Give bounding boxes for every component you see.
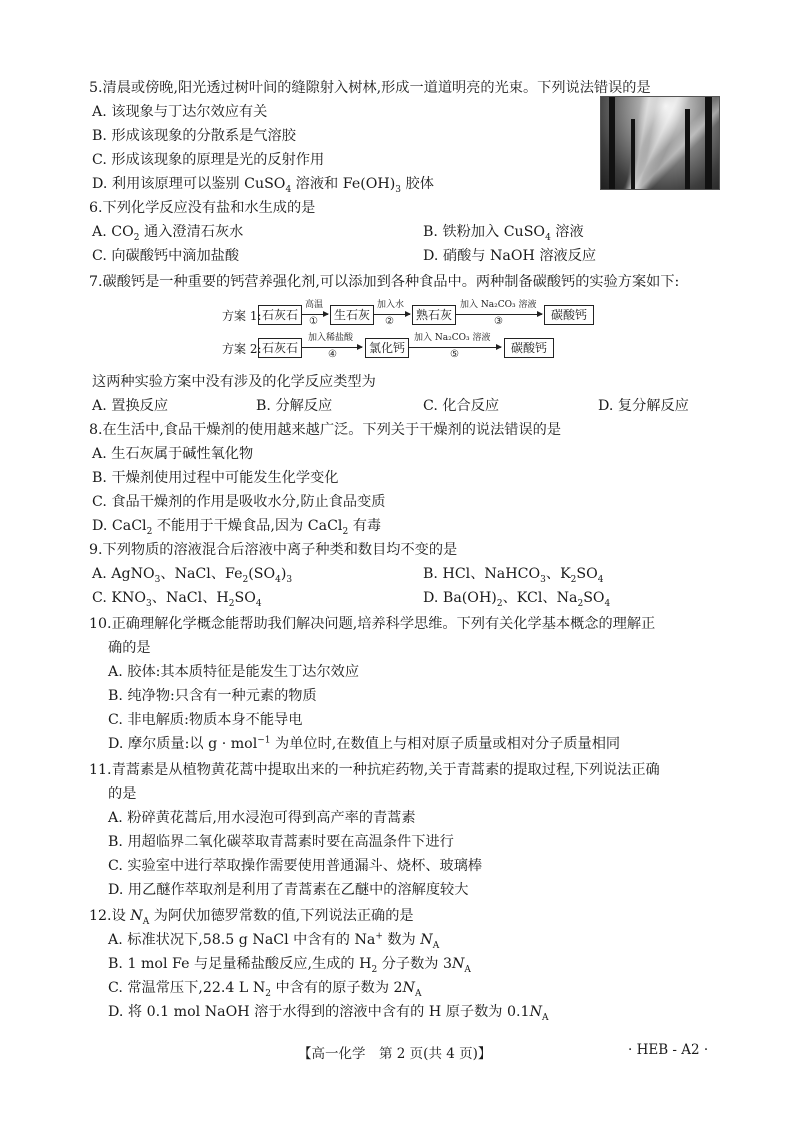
q5-option-c: C. 形成该现象的原理是光的反射作用 (92, 152, 325, 168)
scheme-1-limestone: 石灰石 (258, 305, 302, 325)
q10-option-c: C. 非电解质:物质本身不能导电 (108, 712, 303, 728)
q11-option-b: B. 用超临界二氧化碳萃取青蒿素时要在高温条件下进行 (108, 834, 454, 850)
q6-option-d: D. 硝酸与 NaOH 溶液反应 (423, 248, 597, 264)
q5-option-d: D. 利用该原理可以鉴别 CuSO$_4$ 溶液和 $Fe(OH)_3$ 胶体 (92, 176, 434, 195)
q5-option-a: A. 该现象与丁达尔效应有关 (92, 104, 268, 120)
q8-option-d: D. CaCl$_2$ 不能用于干燥食品,因为 CaCl$_2$ 有毒 (92, 518, 382, 537)
q9-option-d: D. $Ba(OH)_2$、KCl、$Na_2SO_4$ (423, 590, 611, 609)
q10-option-d: D. 摩尔质量:以 g · mol$^{-1}$ 为单位时,在数值上与相对原子质量或相对分子质量相同 (108, 735, 621, 752)
scheme-1-slaked-lime: 熟石灰 (412, 305, 456, 325)
q5-stem: 5.清晨或傍晚,阳光透过树叶间的缝隙射入树林,形成一道道明亮的光束。下列说法错误的是 (89, 80, 651, 96)
q6-stem: 6.下列化学反应没有盐和水生成的是 (89, 200, 316, 216)
q6-option-c: C. 向碳酸钙中滴加盐酸 (92, 248, 240, 264)
q10-option-a: A. 胶体:其本质特征是能发生丁达尔效应 (108, 664, 360, 680)
q8-option-c: C. 食品干燥剂的作用是吸收水分,防止食品变质 (92, 494, 386, 510)
arrow-icon (302, 347, 362, 348)
scheme-2-limestone: 石灰石 (258, 338, 302, 358)
scheme-1-flow: 方案 1: 石灰石 高温 ① 生石灰 加入水 ② 熟石灰 加入 Na₂CO₃ 溶液 ③ 碳酸钙 (222, 305, 602, 327)
scheme-2-calcium-carbonate: 碳酸钙 (504, 338, 554, 358)
q10-stem-cont: 确的是 (108, 640, 151, 656)
page-footer: 【高一化学 第 2 页(共 4 页)】 (298, 1046, 492, 1062)
q12-option-c: C. 常温常压下,22.4 L $N_2$ 中含有的原子数为 $2N_A$ (108, 980, 422, 999)
arrow-icon (374, 314, 410, 315)
q8-option-a: A. 生石灰属于碱性氧化物 (92, 446, 254, 462)
paper-code: · HEB - A2 · (628, 1042, 709, 1058)
q7-option-d: D. 复分解反应 (598, 398, 689, 414)
q5-option-b: B. 形成该现象的分散系是气溶胶 (92, 128, 296, 144)
scheme-1-calcium-carbonate: 碳酸钙 (544, 305, 594, 325)
scheme-2-label: 方案 2: (222, 342, 262, 356)
q9-option-b: B. HCl、NaHCO$_3$、$K_2SO_4$ (423, 566, 604, 585)
forest-sunbeam-photo (600, 96, 720, 190)
q12-option-d: D. 将 0.1 mol NaOH 溶于水得到的溶液中含有的 H 原子数为 $0.1N_A$ (108, 1004, 549, 1023)
q6-option-b: B. 铁粉加入 CuSO$_4$ 溶液 (423, 224, 584, 243)
q11-option-d: D. 用乙醚作萃取剂是利用了青蒿素在乙醚中的溶解度较大 (108, 882, 469, 898)
q7-option-b: B. 分解反应 (256, 398, 333, 414)
arrow-icon (456, 314, 542, 315)
q7-stem: 7.碳酸钙是一种重要的钙营养强化剂,可以添加到各种食品中。两种制备碳酸钙的实验方案如下: (89, 274, 680, 290)
q12-stem: 12.设 $N_A$ 为阿伏加德罗常数的值,下列说法正确的是 (89, 908, 414, 927)
q9-stem: 9.下列物质的溶液混合后溶液中离子种类和数目均不变的是 (89, 542, 458, 558)
q12-option-b: B. 1 mol Fe 与足量稀盐酸反应,生成的 $H_2$ 分子数为 $3N_A$ (108, 956, 471, 975)
scheme-1-quicklime: 生石灰 (330, 305, 374, 325)
scheme-2-flow: 方案 2: 石灰石 加入稀盐酸 ④ 氯化钙 加入 Na₂CO₃ 溶液 ⑤ 碳酸钙 (222, 338, 562, 360)
q6-option-a: A. $CO_2$ 通入澄清石灰水 (92, 224, 244, 243)
q7-question: 这两种实验方案中没有涉及的化学反应类型为 (92, 374, 376, 390)
q11-option-a: A. 粉碎黄花蒿后,用水浸泡可得到高产率的青蒿素 (108, 810, 416, 826)
q7-option-c: C. 化合反应 (423, 398, 500, 414)
q11-option-c: C. 实验室中进行萃取操作需要使用普通漏斗、烧杯、玻璃棒 (108, 858, 483, 874)
scheme-2-calcium-chloride: 氯化钙 (365, 338, 409, 358)
scheme-1-label: 方案 1: (222, 309, 262, 323)
q7-option-a: A. 置换反应 (92, 398, 169, 414)
q11-stem-cont: 的是 (108, 786, 137, 802)
q8-option-b: B. 干燥剂使用过程中可能发生化学变化 (92, 470, 339, 486)
q11-stem: 11.青蒿素是从植物黄花蒿中提取出来的一种抗疟药物,关于青蒿素的提取过程,下列说法正确 (89, 762, 660, 778)
q9-option-c: C. $KNO_3$、NaCl、$H_2SO_4$ (92, 590, 262, 609)
q10-stem: 10.正确理解化学概念能帮助我们解决问题,培养科学思维。下列有关化学基本概念的理解正 (89, 616, 656, 632)
q8-stem: 8.在生活中,食品干燥剂的使用越来越广泛。下列关于干燥剂的说法错误的是 (89, 422, 562, 438)
arrow-icon (302, 314, 328, 315)
q9-option-a: A. AgNO$_3$、NaCl、$Fe_2(SO_4)_3$ (92, 566, 293, 585)
q12-option-a: A. 标准状况下,58.5 g NaCl 中含有的 Na+ 数为 $N_A$ (108, 931, 440, 951)
q10-option-b: B. 纯净物:只含有一种元素的物质 (108, 688, 317, 704)
arrow-icon (409, 347, 501, 348)
